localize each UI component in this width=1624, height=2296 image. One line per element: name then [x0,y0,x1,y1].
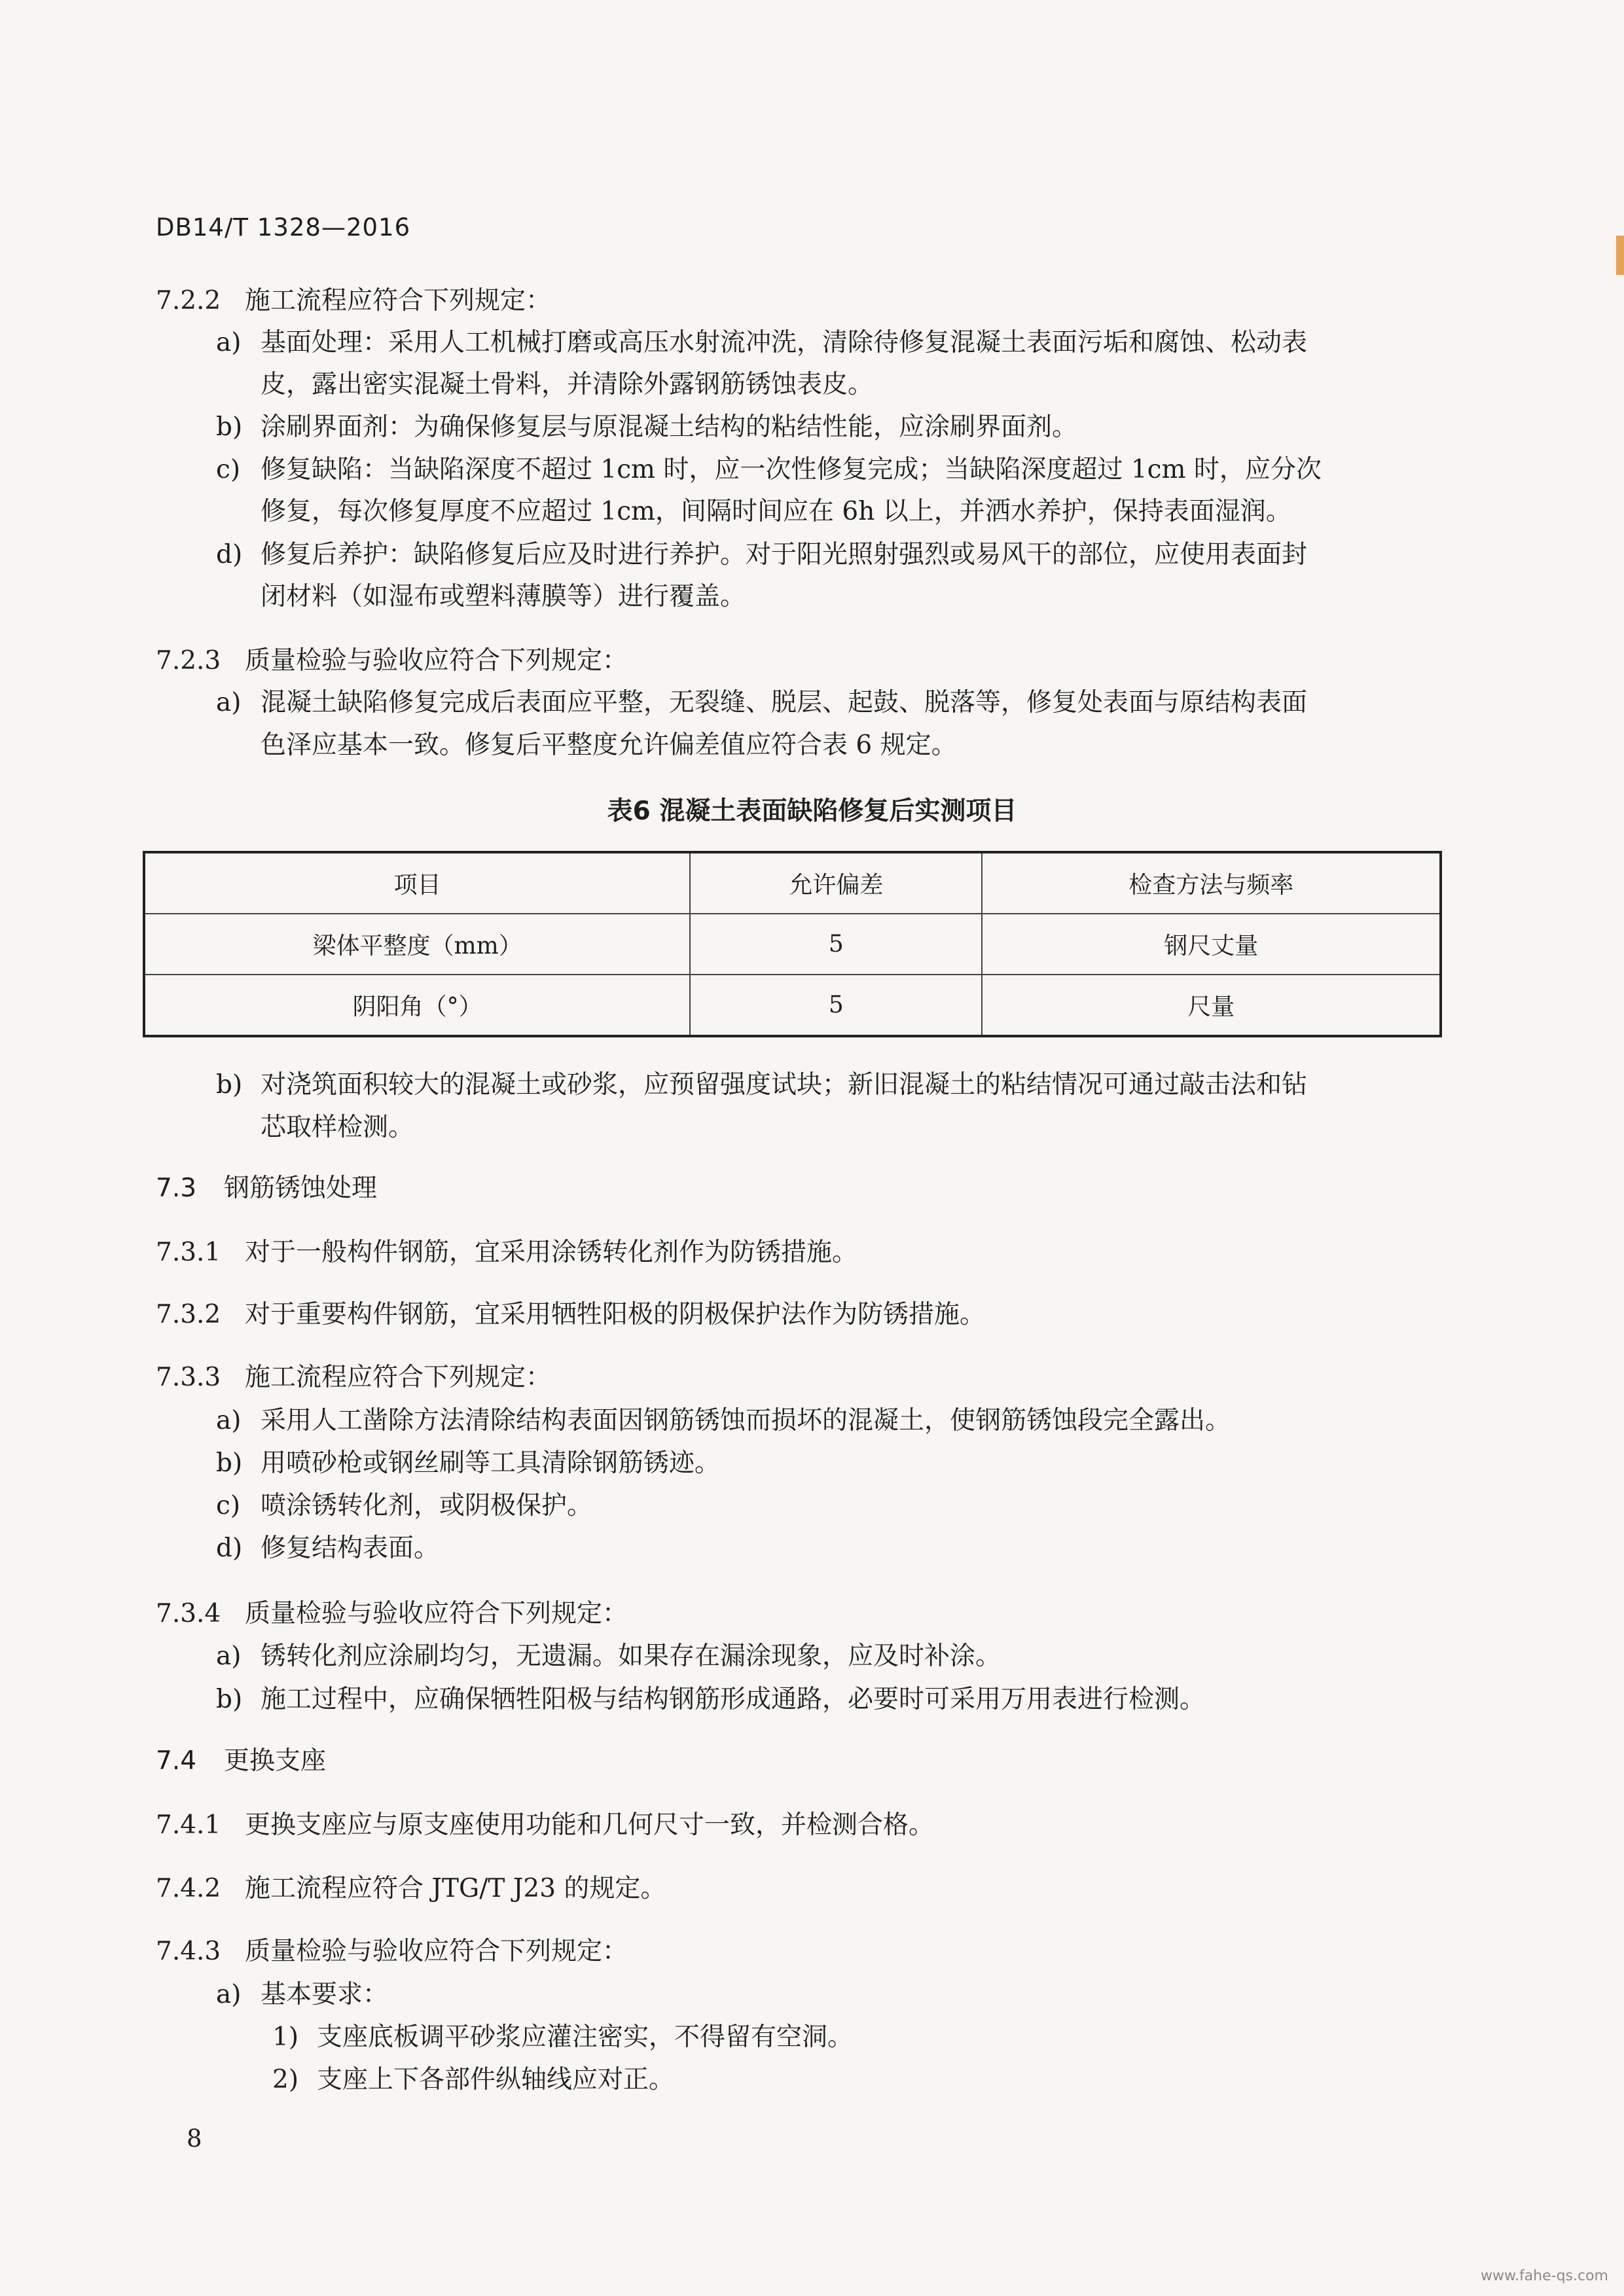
watermark: www.fahe-qs.com [1480,2268,1608,2284]
list-label: d) [216,540,243,569]
list-item [216,538,1307,572]
list-label: 1) [272,2022,299,2052]
list-item [216,1404,1231,1438]
line-text: 质量检验与验收应符合下列规定： [245,1937,628,1966]
line-text: 涂刷界面剂：为确保修复层与原混凝土结构的粘结性能，应涂刷界面剂。 [261,412,1078,442]
list-item [216,1683,1205,1717]
clause-line [156,1298,985,1332]
table-header-cell: 允许偏差 [690,852,982,914]
table-header-cell: 检查方法与频率 [982,852,1441,914]
line-text: 施工流程应符合下列规定： [245,286,552,315]
line-text: 修复，每次修复厚度不应超过 1cm，间隔时间应在 6h 以上，并洒水养护，保持表面湿润。 [261,497,1291,526]
clause-number: 7.4 [156,1746,197,1776]
clause-line [156,1935,628,1969]
line-text: 更换支座 [224,1746,327,1776]
list-item [216,1489,592,1523]
clause-number: 7.3.3 [156,1363,221,1392]
list-label: b) [216,1448,243,1478]
line-text: 修复后养护：缺陷修复后应及时进行养护。对于阳光照射强烈或易风干的部位，应使用表面封 [261,540,1308,569]
line-text: 质量检验与验收应符合下列规定： [245,1599,628,1628]
line-text: 施工过程中，应确保牺牲阳极与结构钢筋形成通路，必要时可采用万用表进行检测。 [261,1685,1206,1714]
table-header-cell: 项目 [144,852,690,914]
table-row [144,975,1441,1036]
clause-number: 7.3.4 [156,1599,221,1628]
clause-line [156,1236,857,1270]
continuation-line [261,495,1291,529]
list-item [216,1068,1307,1102]
continuation-line [261,368,873,402]
standard-code-header: DB14/T 1328—2016 [156,213,411,242]
list-label: a) [216,1641,242,1671]
list-item [216,1446,720,1480]
line-text: 支座上下各部件纵轴线应对正。 [317,2065,675,2094]
list-label: a) [216,1980,242,2009]
table-cell: 5 [690,914,982,975]
line-text: 喷涂锈转化剂，或阴极保护。 [261,1491,593,1520]
clause-line [156,1808,934,1842]
list-item [272,2063,674,2097]
clause-number: 7.2.3 [156,646,221,675]
clause-line [156,1172,377,1206]
list-label: b) [216,1070,243,1100]
clause-line [156,644,628,678]
table-cell: 阴阳角（°） [144,975,690,1036]
list-label: a) [216,1406,242,1435]
list-item [272,2020,853,2054]
line-text: 质量检验与验收应符合下列规定： [245,646,628,675]
clause-number: 7.3 [156,1174,197,1203]
line-text: 更换支座应与原支座使用功能和几何尺寸一致，并检测合格。 [245,1810,935,1840]
line-text: 用喷砂枪或钢丝刷等工具清除钢筋锈迹。 [261,1448,721,1478]
line-text: 修复缺陷：当缺陷深度不超过 1cm 时，应一次性修复完成；当缺陷深度超过 1cm 时，应分次 [261,455,1322,484]
continuation-line [261,728,957,762]
table-cell: 5 [690,975,982,1036]
line-text: 施工流程应符合 JTG/T J23 的规定。 [245,1874,666,1903]
clause-number: 7.3.1 [156,1238,221,1267]
table-row [144,914,1441,975]
list-label: c) [216,455,241,484]
clause-line [156,1597,628,1631]
line-text: 锈转化剂应涂刷均匀，无遗漏。如果存在漏涂现象，应及时补涂。 [261,1641,1001,1671]
list-label: 2) [272,2065,299,2094]
clause-line [156,1361,551,1395]
continuation-line [261,580,746,614]
page-number: 8 [187,2125,202,2153]
clause-number: 7.2.2 [156,286,221,315]
line-text: 支座底板调平砂浆应灌注密实，不得留有空洞。 [317,2022,854,2052]
list-item [216,1978,388,2012]
list-label: a) [216,688,242,717]
clause-number: 7.4.1 [156,1810,221,1840]
list-item [216,686,1307,720]
line-text: 芯取样检测。 [261,1113,414,1142]
list-item [216,453,1322,487]
line-text: 皮，露出密实混凝土骨料，并清除外露钢筋锈蚀表皮。 [261,370,874,399]
clause-line [156,1744,326,1778]
line-text: 闭材料（如湿布或塑料薄膜等）进行覆盖。 [261,582,746,611]
line-text: 混凝土缺陷修复完成后表面应平整，无裂缝、脱层、起鼓、脱落等，修复处表面与原结构表面 [261,688,1308,717]
table-cell: 梁体平整度（mm） [144,914,690,975]
table-cell: 尺量 [982,975,1441,1036]
list-label: b) [216,412,243,442]
clause-number: 7.4.3 [156,1937,221,1966]
data-table [143,851,1442,1037]
list-label: d) [216,1534,243,1563]
line-text: 色泽应基本一致。修复后平整度允许偏差值应符合表 6 规定。 [261,730,957,760]
list-label: c) [216,1491,241,1520]
line-text: 基面处理：采用人工机械打磨或高压水射流冲洗，清除待修复混凝土表面污垢和腐蚀、松动表 [261,328,1308,357]
line-text: 施工流程应符合下列规定： [245,1363,552,1392]
list-item [216,326,1307,360]
list-label: a) [216,328,242,357]
line-text: 采用人工凿除方法清除结构表面因钢筋锈蚀而损坏的混凝土，使钢筋锈蚀段完全露出。 [261,1406,1231,1435]
continuation-line [261,1111,414,1145]
list-item [216,1640,1001,1674]
clause-number: 7.4.2 [156,1874,221,1903]
line-text: 修复结构表面。 [261,1534,440,1563]
page-edge-tab [1616,236,1624,275]
line-text: 钢筋锈蚀处理 [224,1174,378,1203]
clause-number: 7.3.2 [156,1300,221,1329]
table-cell: 钢尺丈量 [982,914,1441,975]
list-label: b) [216,1685,243,1714]
list-item [216,1532,439,1566]
clause-line [156,284,551,318]
line-text: 对于重要构件钢筋，宜采用牺牲阳极的阴极保护法作为防锈措施。 [245,1300,986,1329]
list-item [216,410,1077,444]
line-text: 对于一般构件钢筋，宜采用涂锈转化剂作为防锈措施。 [245,1238,858,1267]
line-text: 基本要求： [261,1980,389,2009]
clause-line [156,1872,666,1906]
table-header-row [144,852,1441,914]
table-title: 表6 混凝土表面缺陷修复后实测项目 [607,797,1017,826]
line-text: 对浇筑面积较大的混凝土或砂浆，应预留强度试块；新旧混凝土的粘结情况可通过敲击法和钻 [261,1070,1308,1100]
